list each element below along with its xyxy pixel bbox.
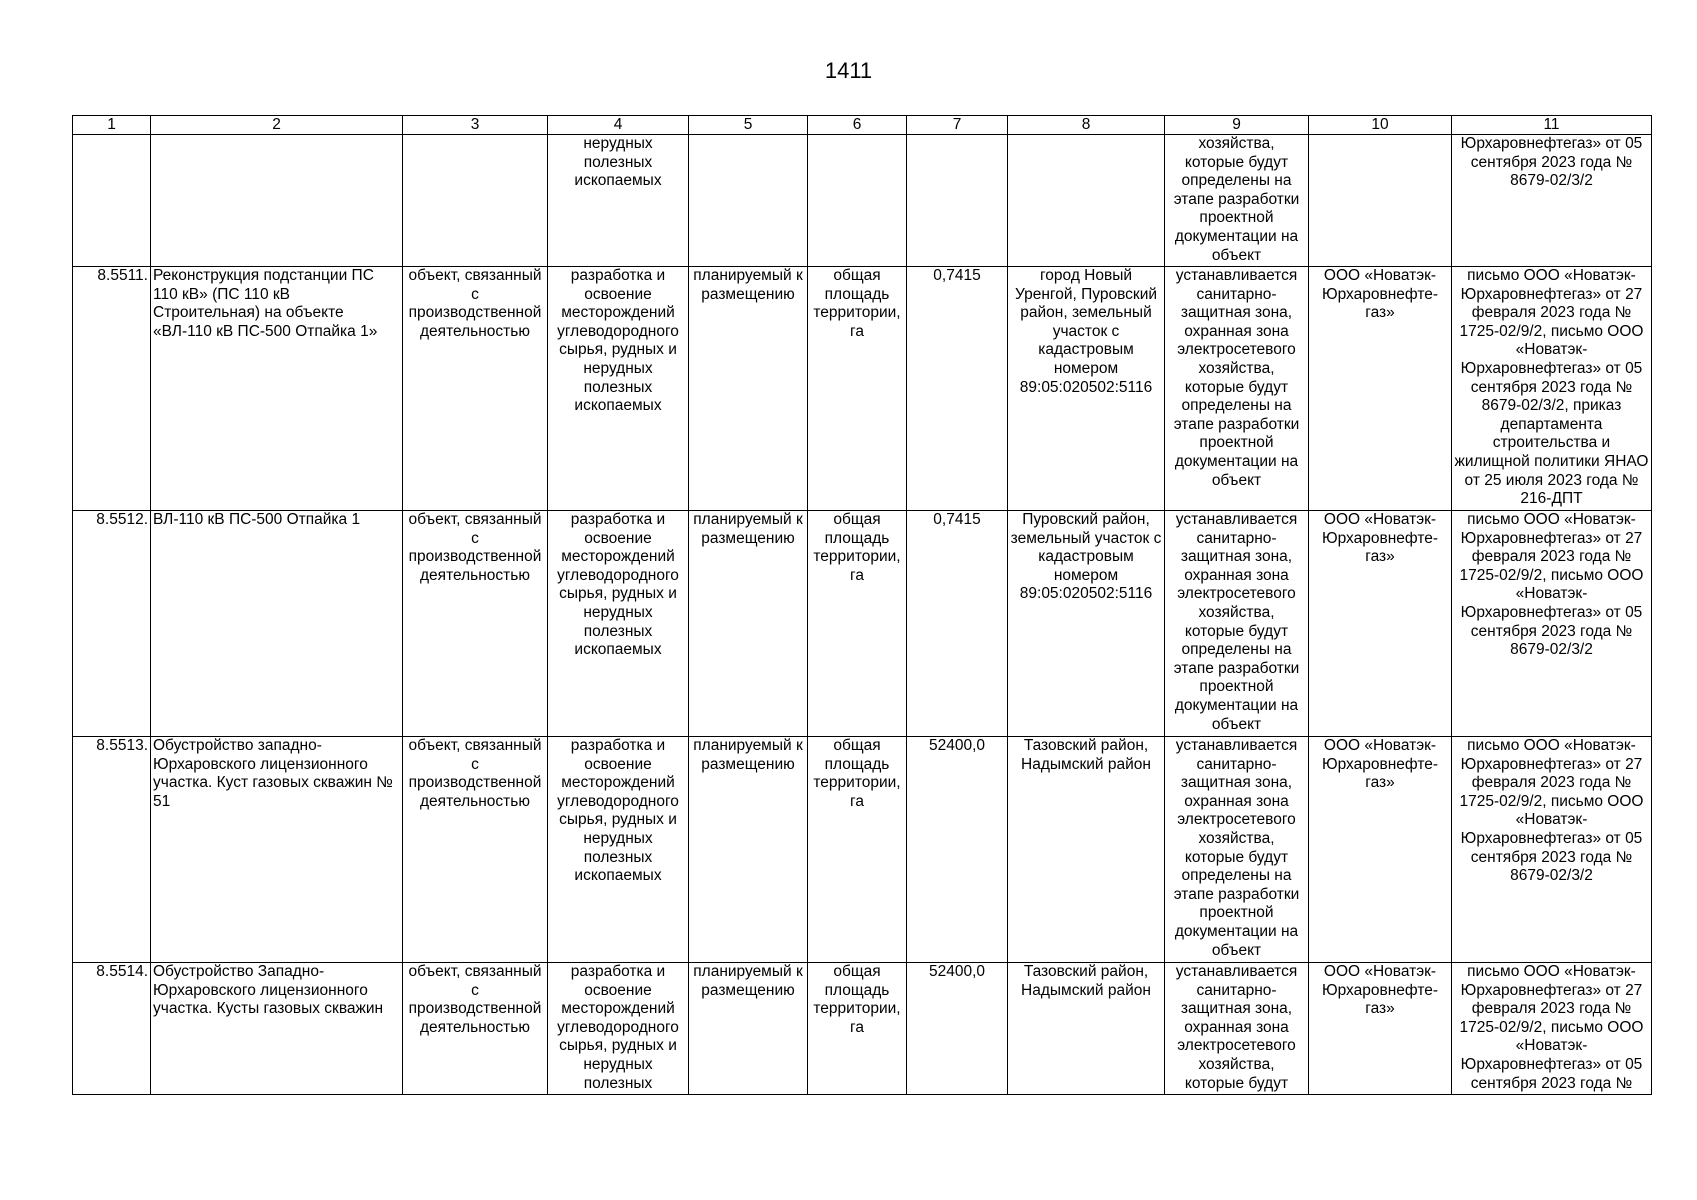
- object-owner-cell: [1309, 511, 1452, 737]
- object-status: планируемый к размещению: [693, 267, 803, 303]
- object-type-cell: [403, 135, 548, 267]
- object-basis-cell: [1452, 267, 1652, 511]
- object-purpose: нерудных полезных ископаемых: [574, 135, 662, 190]
- object-owner-cell: [1309, 267, 1452, 511]
- object-name: Реконструкция подстанции ПС 110 кВ» (ПС 110 кВ Строительная) на объекте «ВЛ-110 кВ ПС-500 Отпайка 1»: [153, 267, 378, 340]
- column-header-8: 8: [1008, 116, 1165, 135]
- object-purpose-cell: [548, 511, 689, 737]
- object-basis: письмо ООО «Новатэк-Юрхаровнефтегаз» от 27 февраля 2023 года № 1725-02/9/2, письмо ООО «Новатэк-Юрхаровнефтегаз» от 05 сентября 2023 года № 8679-02/3/2, приказ департамента строительства и жилищной политики ЯНАО от 25 июля 2023 года № 216-ДПТ: [1454, 267, 1649, 508]
- column-header-1: 1: [73, 116, 151, 135]
- row-number: 8.5513.: [96, 737, 148, 754]
- object-type: объект, связанный с производственной деятельностью: [408, 737, 542, 810]
- row-number-cell: [73, 511, 151, 737]
- table-row: [73, 963, 1652, 1095]
- object-basis-cell: [1452, 135, 1652, 267]
- object-zones-cell: [1165, 963, 1309, 1095]
- object-owner-cell: [1309, 963, 1452, 1095]
- object-basis-cell: [1452, 737, 1652, 963]
- object-type: объект, связанный с производственной деятельностью: [408, 963, 542, 1036]
- table-row: [73, 737, 1652, 963]
- object-characteristic-cell: [808, 267, 907, 511]
- table-row: [73, 135, 1652, 267]
- object-name: ВЛ-110 кВ ПС-500 Отпайка 1: [153, 511, 361, 528]
- row-number-cell: [73, 135, 151, 267]
- object-value-cell: [907, 511, 1008, 737]
- object-characteristic-cell: [808, 737, 907, 963]
- object-value: 52400,0: [928, 737, 986, 754]
- object-location-cell: [1008, 737, 1165, 963]
- object-zones-cell: [1165, 135, 1309, 267]
- object-value-cell: [907, 267, 1008, 511]
- object-name: Обустройство западно-Юрхаровского лицензионного участка. Куст газовых скважин № 51: [153, 737, 393, 810]
- object-status-cell: [689, 737, 808, 963]
- object-zones-cell: [1165, 737, 1309, 963]
- object-status-cell: [689, 267, 808, 511]
- object-owner-cell: [1309, 135, 1452, 267]
- object-characteristic: общая площадь территории, га: [813, 737, 901, 810]
- object-basis: письмо ООО «Новатэк-Юрхаровнефтегаз» от 27 февраля 2023 года № 1725-02/9/2, письмо ООО «Новатэк-Юрхаровнефтегаз» от 05 сентября 2023 года № 8679-02/3/2: [1459, 737, 1644, 885]
- object-purpose: разработка и освоение месторождений углеводородного сырья, рудных и нерудных полезных: [557, 963, 679, 1092]
- object-value-cell: [907, 737, 1008, 963]
- object-zones: устанавливается санитарно-защитная зона, охранная зона электросетевого хозяйства, которые будут определены на этапе разработки проектной документации на объект: [1173, 511, 1300, 733]
- column-header-2: 2: [151, 116, 403, 135]
- object-basis: письмо ООО «Новатэк-Юрхаровнефтегаз» от 27 февраля 2023 года № 1725-02/9/2, письмо ООО «Новатэк-Юрхаровнефтегаз» от 05 сентября 2023 года № 8679-02/3/2: [1459, 511, 1644, 659]
- object-purpose-cell: [548, 963, 689, 1095]
- object-basis: письмо ООО «Новатэк-Юрхаровнефтегаз» от 27 февраля 2023 года № 1725-02/9/2, письмо ООО «Новатэк-Юрхаровнефтегаз» от 05 сентября 2023 года №: [1459, 963, 1644, 1092]
- object-status: планируемый к размещению: [693, 737, 803, 773]
- object-location-cell: [1008, 511, 1165, 737]
- row-number-cell: [73, 737, 151, 963]
- object-type: объект, связанный с производственной деятельностью: [408, 267, 542, 340]
- object-status-cell: [689, 511, 808, 737]
- object-value-cell: [907, 963, 1008, 1095]
- object-name-cell: [151, 511, 403, 737]
- object-zones: устанавливается санитарно-защитная зона, охранная зона электросетевого хозяйства, которые будут определены на этапе разработки проектной документации на объект: [1173, 267, 1300, 489]
- table-body: [73, 135, 1652, 1095]
- row-number: 8.5512.: [96, 511, 148, 528]
- object-owner: ООО «Новатэк-Юрхаровнефте-газ»: [1321, 511, 1439, 566]
- object-value: 52400,0: [928, 963, 986, 980]
- object-owner: ООО «Новатэк-Юрхаровнефте-газ»: [1321, 267, 1439, 322]
- page-number: 1411: [824, 58, 873, 83]
- object-status: планируемый к размещению: [693, 511, 803, 547]
- row-number: 8.5514.: [96, 963, 148, 980]
- row-number: 8.5511.: [97, 267, 148, 284]
- object-purpose-cell: [548, 267, 689, 511]
- object-value-cell: [907, 135, 1008, 267]
- object-zones-cell: [1165, 267, 1309, 511]
- column-header-6: 6: [808, 116, 907, 135]
- object-name-cell: [151, 963, 403, 1095]
- table-row: [73, 511, 1652, 737]
- object-purpose: разработка и освоение месторождений углеводородного сырья, рудных и нерудных полезных ископаемых: [557, 511, 679, 659]
- object-owner-cell: [1309, 737, 1452, 963]
- object-type-cell: [403, 267, 548, 511]
- object-location-cell: [1008, 963, 1165, 1095]
- object-characteristic-cell: [808, 511, 907, 737]
- row-number-cell: [73, 267, 151, 511]
- object-basis-cell: [1452, 963, 1652, 1095]
- object-location: город Новый Уренгой, Пуровский район, земельный участок с кадастровым номером 89:05:020502:5116: [1014, 267, 1158, 396]
- column-header-3: 3: [403, 116, 548, 135]
- object-characteristic: общая площадь территории, га: [813, 267, 901, 340]
- column-header-9: 9: [1165, 116, 1309, 135]
- object-characteristic: общая площадь территории, га: [813, 963, 901, 1036]
- object-status-cell: [689, 963, 808, 1095]
- object-type-cell: [403, 737, 548, 963]
- column-header-11: 11: [1452, 116, 1652, 135]
- object-status: планируемый к размещению: [693, 963, 803, 999]
- column-header-4: 4: [548, 116, 689, 135]
- table-row: [73, 267, 1652, 511]
- object-purpose: разработка и освоение месторождений углеводородного сырья, рудных и нерудных полезных ископаемых: [557, 737, 679, 885]
- object-zones-cell: [1165, 511, 1309, 737]
- column-header-7: 7: [907, 116, 1008, 135]
- object-type-cell: [403, 511, 548, 737]
- object-type: объект, связанный с производственной деятельностью: [408, 511, 542, 584]
- object-name-cell: [151, 135, 403, 267]
- object-purpose-cell: [548, 737, 689, 963]
- object-name-cell: [151, 267, 403, 511]
- object-zones: устанавливается санитарно-защитная зона, охранная зона электросетевого хозяйства, которые будут определены на этапе разработки проектной документации на объект: [1173, 737, 1300, 959]
- object-basis-cell: [1452, 511, 1652, 737]
- object-characteristic-cell: [808, 963, 907, 1095]
- object-owner: ООО «Новатэк-Юрхаровнефте-газ»: [1321, 737, 1439, 792]
- object-location: Пуровский район, земельный участок с кадастровым номером 89:05:020502:5116: [1010, 511, 1162, 603]
- object-name: Обустройство Западно-Юрхаровского лицензионного участка. Кусты газовых скважин: [153, 963, 384, 1018]
- table-header-row: [73, 116, 1652, 135]
- column-header-5: 5: [689, 116, 808, 135]
- row-number-cell: [73, 963, 151, 1095]
- object-characteristic-cell: [808, 135, 907, 267]
- object-owner: ООО «Новатэк-Юрхаровнефте-газ»: [1321, 963, 1439, 1018]
- object-location: Тазовский район, Надымский район: [1021, 737, 1151, 773]
- object-purpose-cell: [548, 135, 689, 267]
- object-characteristic: общая площадь территории, га: [813, 511, 901, 584]
- object-basis: Юрхаровнефтегаз» от 05 сентября 2023 года № 8679-02/3/2: [1460, 135, 1643, 190]
- object-value: 0,7415: [933, 267, 981, 284]
- object-purpose: разработка и освоение месторождений углеводородного сырья, рудных и нерудных полезных ископаемых: [557, 267, 679, 415]
- object-location-cell: [1008, 135, 1165, 267]
- object-name-cell: [151, 737, 403, 963]
- object-location-cell: [1008, 267, 1165, 511]
- object-zones: устанавливается санитарно-защитная зона, охранная зона электросетевого хозяйства, которые будут: [1175, 963, 1298, 1092]
- object-location: Тазовский район, Надымский район: [1021, 963, 1151, 999]
- object-status-cell: [689, 135, 808, 267]
- column-header-10: 10: [1309, 116, 1452, 135]
- object-value: 0,7415: [933, 511, 981, 528]
- object-zones: хозяйства, которые будут определены на этапе разработки проектной документации на объект: [1173, 135, 1300, 264]
- registry-table: [72, 115, 1652, 1095]
- object-type-cell: [403, 963, 548, 1095]
